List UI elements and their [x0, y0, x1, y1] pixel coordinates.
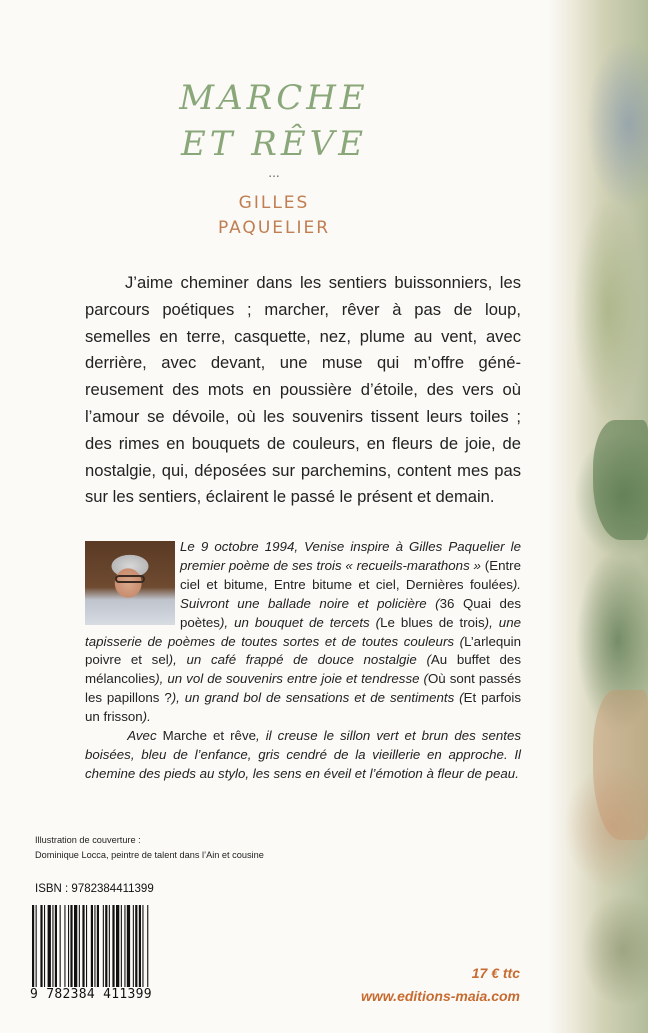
barcode-bar — [44, 905, 45, 987]
barcode — [30, 905, 196, 990]
title-ellipsis: ... — [268, 166, 280, 180]
isbn-text: ISBN : 9782384411399 — [35, 883, 154, 895]
author-biography — [85, 538, 521, 784]
barcode-bar — [32, 905, 34, 987]
barcode-digits: 9 782384 411399 — [30, 987, 152, 1002]
watercolor-illustration — [548, 0, 648, 1033]
back-cover-blurb: J’aime cheminer dans les sentiers buissonniers, les parcours poétiques ; marcher, rêver à pas de loup, semelles en terre, casquette, nez, plume au vent, avec derrière, avec devant, une muse qui m’offre géné-reusement des mots en poussière d’étoile, des vers où l’amour se dévoile, où les souvenirs tissent leurs toiles ; des rimes en bouquets de couleurs, en fleurs de joie, de nostalgie, qui, déposées sur parchemins, content mes pas sur les sentiers, éclairent le passé le présent et demain. — [85, 273, 521, 507]
barcode-bar — [133, 905, 134, 987]
credit-label: Illustration de couverture : — [35, 835, 141, 845]
barcode-bar — [74, 905, 77, 987]
barcode-bar — [52, 905, 53, 987]
barcode-bar — [109, 905, 110, 987]
illustration-credit — [35, 833, 264, 863]
watercolor-stroke — [593, 420, 648, 540]
price: 17 € ttc — [471, 965, 520, 981]
barcode-bar — [91, 905, 93, 987]
barcode-bar — [142, 905, 143, 987]
barcode-bar — [103, 905, 104, 987]
barcode-bar — [60, 905, 61, 987]
book-title-line1: MARCHE — [179, 78, 369, 118]
author-first-name: GILLES — [238, 193, 310, 213]
barcode-bar — [121, 905, 122, 987]
barcode-bar — [147, 905, 148, 987]
barcode-bar — [86, 905, 87, 987]
barcode-bar — [79, 905, 80, 987]
barcode-bar — [135, 905, 137, 987]
barcode-bar — [64, 905, 65, 987]
book-title-line2: ET RÊVE — [180, 124, 368, 164]
barcode-bar — [116, 905, 119, 987]
barcode-bar — [94, 905, 95, 987]
bio-paragraph-1: Le 9 octobre 1994, Venise inspire à Gilles Paquelier le premier poème de ses trois « recueils-marathons » (Entre ciel et bitume, Entre bitume et ciel, Dernières foulées). Suivront une ballade noire et policière (36 Quai des poètes), un bouquet de tercets (Le blues de trois), une tapisserie de poèmes de toutes sortes et de toutes couleurs (L’arlequin poivre et sel), un café frappé de douce nostalgie (Au buffet des mélancolies), un vol de souvenirs entre joie et tendresse (Où sont passés les papillons ?), un grand bol de sensations et de sentiments (Et parfois un frisson). — [85, 539, 521, 725]
author-last-name: PAQUELIER — [217, 218, 331, 238]
watercolor-stroke — [593, 690, 648, 840]
credit-artist: Dominique Locca, peintre de talent dans l’Ain et cousine — [35, 850, 264, 860]
barcode-bar — [70, 905, 72, 987]
barcode-bar — [105, 905, 107, 987]
bio-paragraph-2: Avec Marche et rêve, il creuse le sillon vert et brun des sentes boisées, bleu de l’enfance, gris cendré de la vieillerie en approche. Il chemine des pieds au stylo, les sens en éveil et l’émotion à fleur de peau. — [85, 728, 521, 781]
barcode-bar — [139, 905, 141, 987]
barcode-bar — [40, 905, 42, 987]
barcode-bar — [36, 905, 37, 987]
barcode-bar — [68, 905, 69, 987]
barcode-bar — [97, 905, 99, 987]
publisher-website[interactable]: www.editions-maia.com — [361, 988, 520, 1004]
barcode-bar — [124, 905, 125, 987]
barcode-bar — [55, 905, 57, 987]
barcode-bar — [112, 905, 114, 987]
barcode-bar — [48, 905, 51, 987]
barcode-bar — [127, 905, 130, 987]
barcode-bar — [82, 905, 84, 987]
